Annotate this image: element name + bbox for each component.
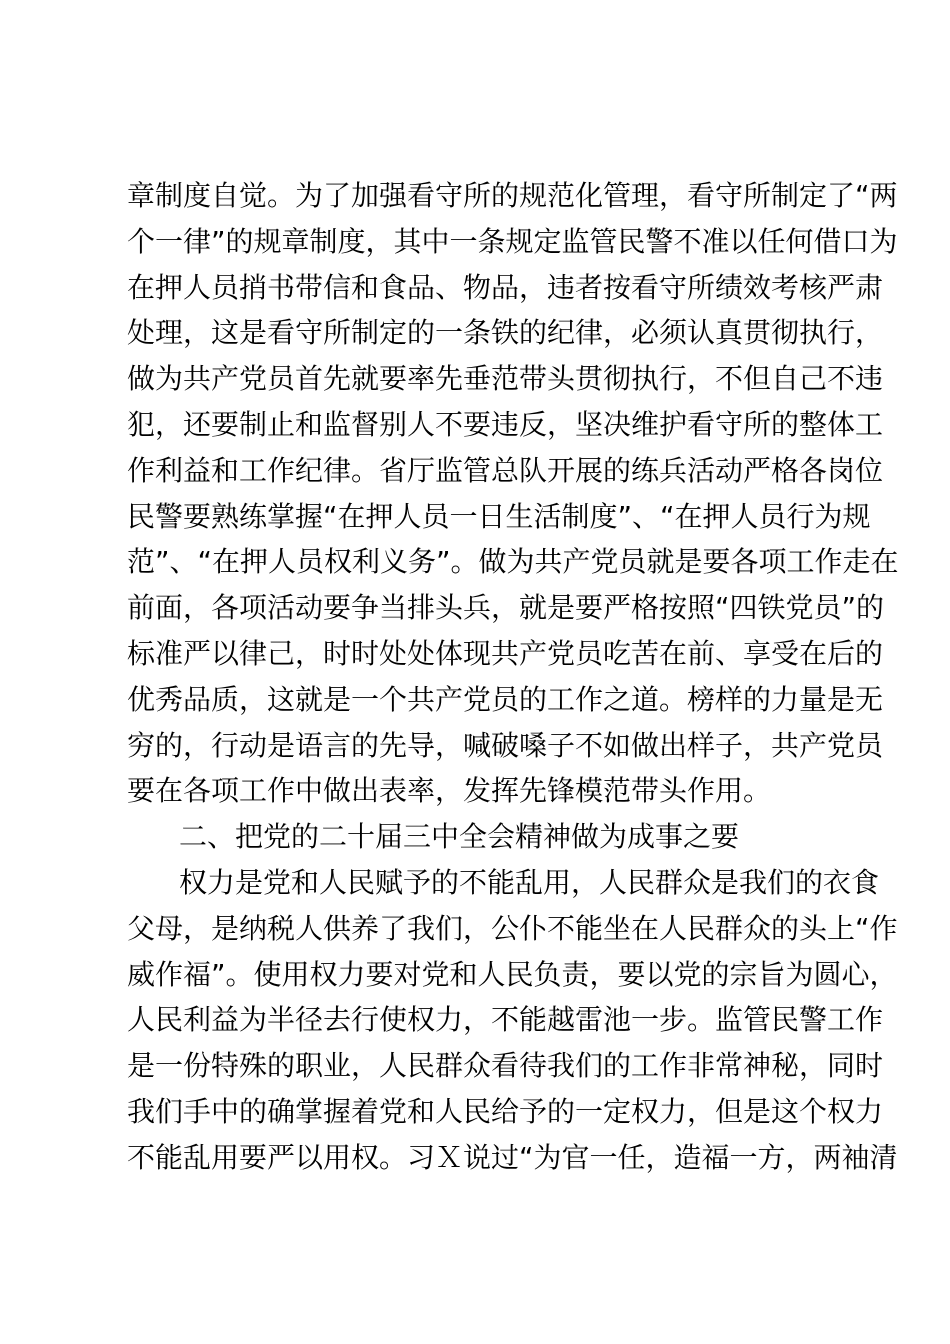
text-line: 要在各项工作中做出表率，发挥先锋模范带头作用。 [127,774,772,808]
section-heading: 二、把党的二十届三中全会精神做为成事之要 [179,820,740,854]
text-line: 民警要熟练掌握“在押人员一日生活制度”、“在押人员行为规 [127,499,871,533]
text-line: 前面，各项活动要争当排头兵，就是要严格按照“四铁党员”的 [127,591,885,625]
text-line: 作利益和工作纪律。省厅监管总队开展的练兵活动严格各岗位 [127,453,884,487]
body-text [127,173,899,1181]
text-line: 不能乱用要严以用权。习Ｘ说过“为官一任，造福一方，两袖清 [127,1140,898,1174]
text-line: 穷的，行动是语言的先导，喊破嗓子不如做出样子，共产党员 [127,728,884,762]
text-line: 优秀品质，这就是一个共产党员的工作之道。榜样的力量是无 [127,682,884,716]
text-line: 威作福”。使用权力要对党和人民负责，要以党的宗旨为圆心， [127,957,898,991]
text-line: 权力是党和人民赋予的不能乱用，人民群众是我们的衣食 [179,865,880,899]
text-line: 我们手中的确掌握着党和人民给予的一定权力，但是这个权力 [127,1094,884,1128]
text-line: 父母，是纳税人供养了我们，公仆不能坐在人民群众的头上“作 [127,911,898,945]
text-line: 标准严以律己，时时处处体现共产党员吃苦在前、享受在后的 [127,636,884,670]
text-line: 是一份特殊的职业，人民群众看待我们的工作非常神秘，同时 [127,1049,884,1083]
text-line: 犯，还要制止和监督别人不要违反，坚决维护看守所的整体工 [127,407,884,441]
text-line: 人民利益为半径去行使权力，不能越雷池一步。监管民警工作 [127,1003,884,1037]
text-line: 章制度自觉。为了加强看守所的规范化管理，看守所制定了“两 [127,179,898,212]
text-line: 处理，这是看守所制定的一条铁的纪律，必须认真贯彻执行， [127,316,884,350]
text-line: 做为共产党员首先就要率先垂范带头贯彻执行，不但自己不违 [127,362,884,396]
text-line: 范”、“在押人员权利义务”。做为共产党员就是要各项工作走在 [127,545,899,579]
text-line: 个一律”的规章制度，其中一条规定监管民警不准以任何借口为 [127,224,898,258]
text-line: 在押人员捎书带信和食品、物品，违者按看守所绩效考核严肃 [127,270,884,304]
